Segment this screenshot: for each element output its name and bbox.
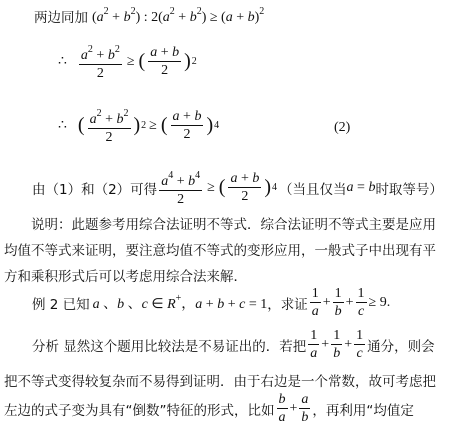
analysis-after: 通分，则会	[367, 338, 435, 355]
analysis-line-2: 把不等式变得较复杂而不易得到证明．由于右边是一个常数，故可考虑把	[4, 374, 436, 390]
line-3: ∴ ( $\frac{a^2 + b^2}{2}$ ) 2 ≥ ( $\frac{a + b}{2}$ ) 4	[58, 108, 220, 145]
fraction: $\frac{a + b}{2}$	[172, 109, 202, 142]
example-label: 例 2 已知	[32, 296, 90, 313]
analysis-line3-end: ，再利用“均值定	[312, 402, 414, 419]
analysis-line-3: 左边的式子变为具有“倒数”特征的形式，比如 $\frac{b}{a}$ + $\frac{a}{b}$ ，再利用“均值定	[4, 392, 414, 425]
fraction: $\frac{a + b}{2}$	[230, 171, 260, 204]
equation-number: (2)	[334, 120, 351, 135]
example-mid: ，求证	[267, 296, 308, 313]
therefore-symbol: ∴	[58, 118, 67, 133]
analysis-line3-start: 左边的式子变为具有“倒数”特征的形式，比如	[4, 402, 275, 419]
fraction: $\frac{a + b}{2}$	[150, 45, 180, 78]
example-2: 例 2 已知 a 、b 、c ∈ R+，a + b + c = 1 ，求证 $\frac{1}{a}$ + $\frac{1}{b}$ + $\frac{1}{c}$ ≥ 9.	[32, 286, 391, 319]
fraction: $\frac{a^2 + b^2}{2}$	[80, 44, 120, 81]
therefore-symbol: ∴	[58, 54, 67, 69]
fraction: $\frac{a^2 + b^2}{2}$	[89, 108, 129, 145]
line1-prefix: 两边同加	[34, 10, 88, 26]
analysis-start: 分析 显然这个题用比较法是不易证出的．若把	[32, 338, 307, 355]
line1-formula: $(a^2 + b^2)$ : $2(a^2 + b^2) \ge (a + b)^2$	[92, 6, 265, 25]
fraction: $\frac{a^4 + b^4}{2}$	[161, 170, 201, 207]
conclusion-prefix: 由（1）和（2）可得	[32, 181, 158, 198]
line-2: ∴ $\frac{a^2 + b^2}{2}$ ≥ ( $\frac{a + b}{2}$ ) 2	[58, 44, 197, 81]
line-1	[34, 6, 264, 26]
conclusion-suffix: （当且仅当	[279, 181, 347, 198]
explanation-paragraph: 说明：此题参考用综合法证明不等式．综合法证明不等式主要是应用均值不等式来证明，要注意均值不等式的变形应用，一般式子中出现有平方和乘积形式后可以考虑用综合法来解．	[4, 217, 436, 285]
conclusion-line: 由（1）和（2）可得 $\frac{a^4 + b^4}{2}$ ≥ ( $\frac{a + b}{2}$ ) 4 （当且仅当 a = b 时取等号）	[32, 170, 443, 207]
conclusion-end: 时取等号）	[375, 181, 443, 198]
analysis-line-1: 分析 显然这个题用比较法是不易证出的．若把 $\frac{1}{a}$ + $\frac{1}{b}$ + $\frac{1}{c}$ 通分，则会	[32, 328, 435, 361]
